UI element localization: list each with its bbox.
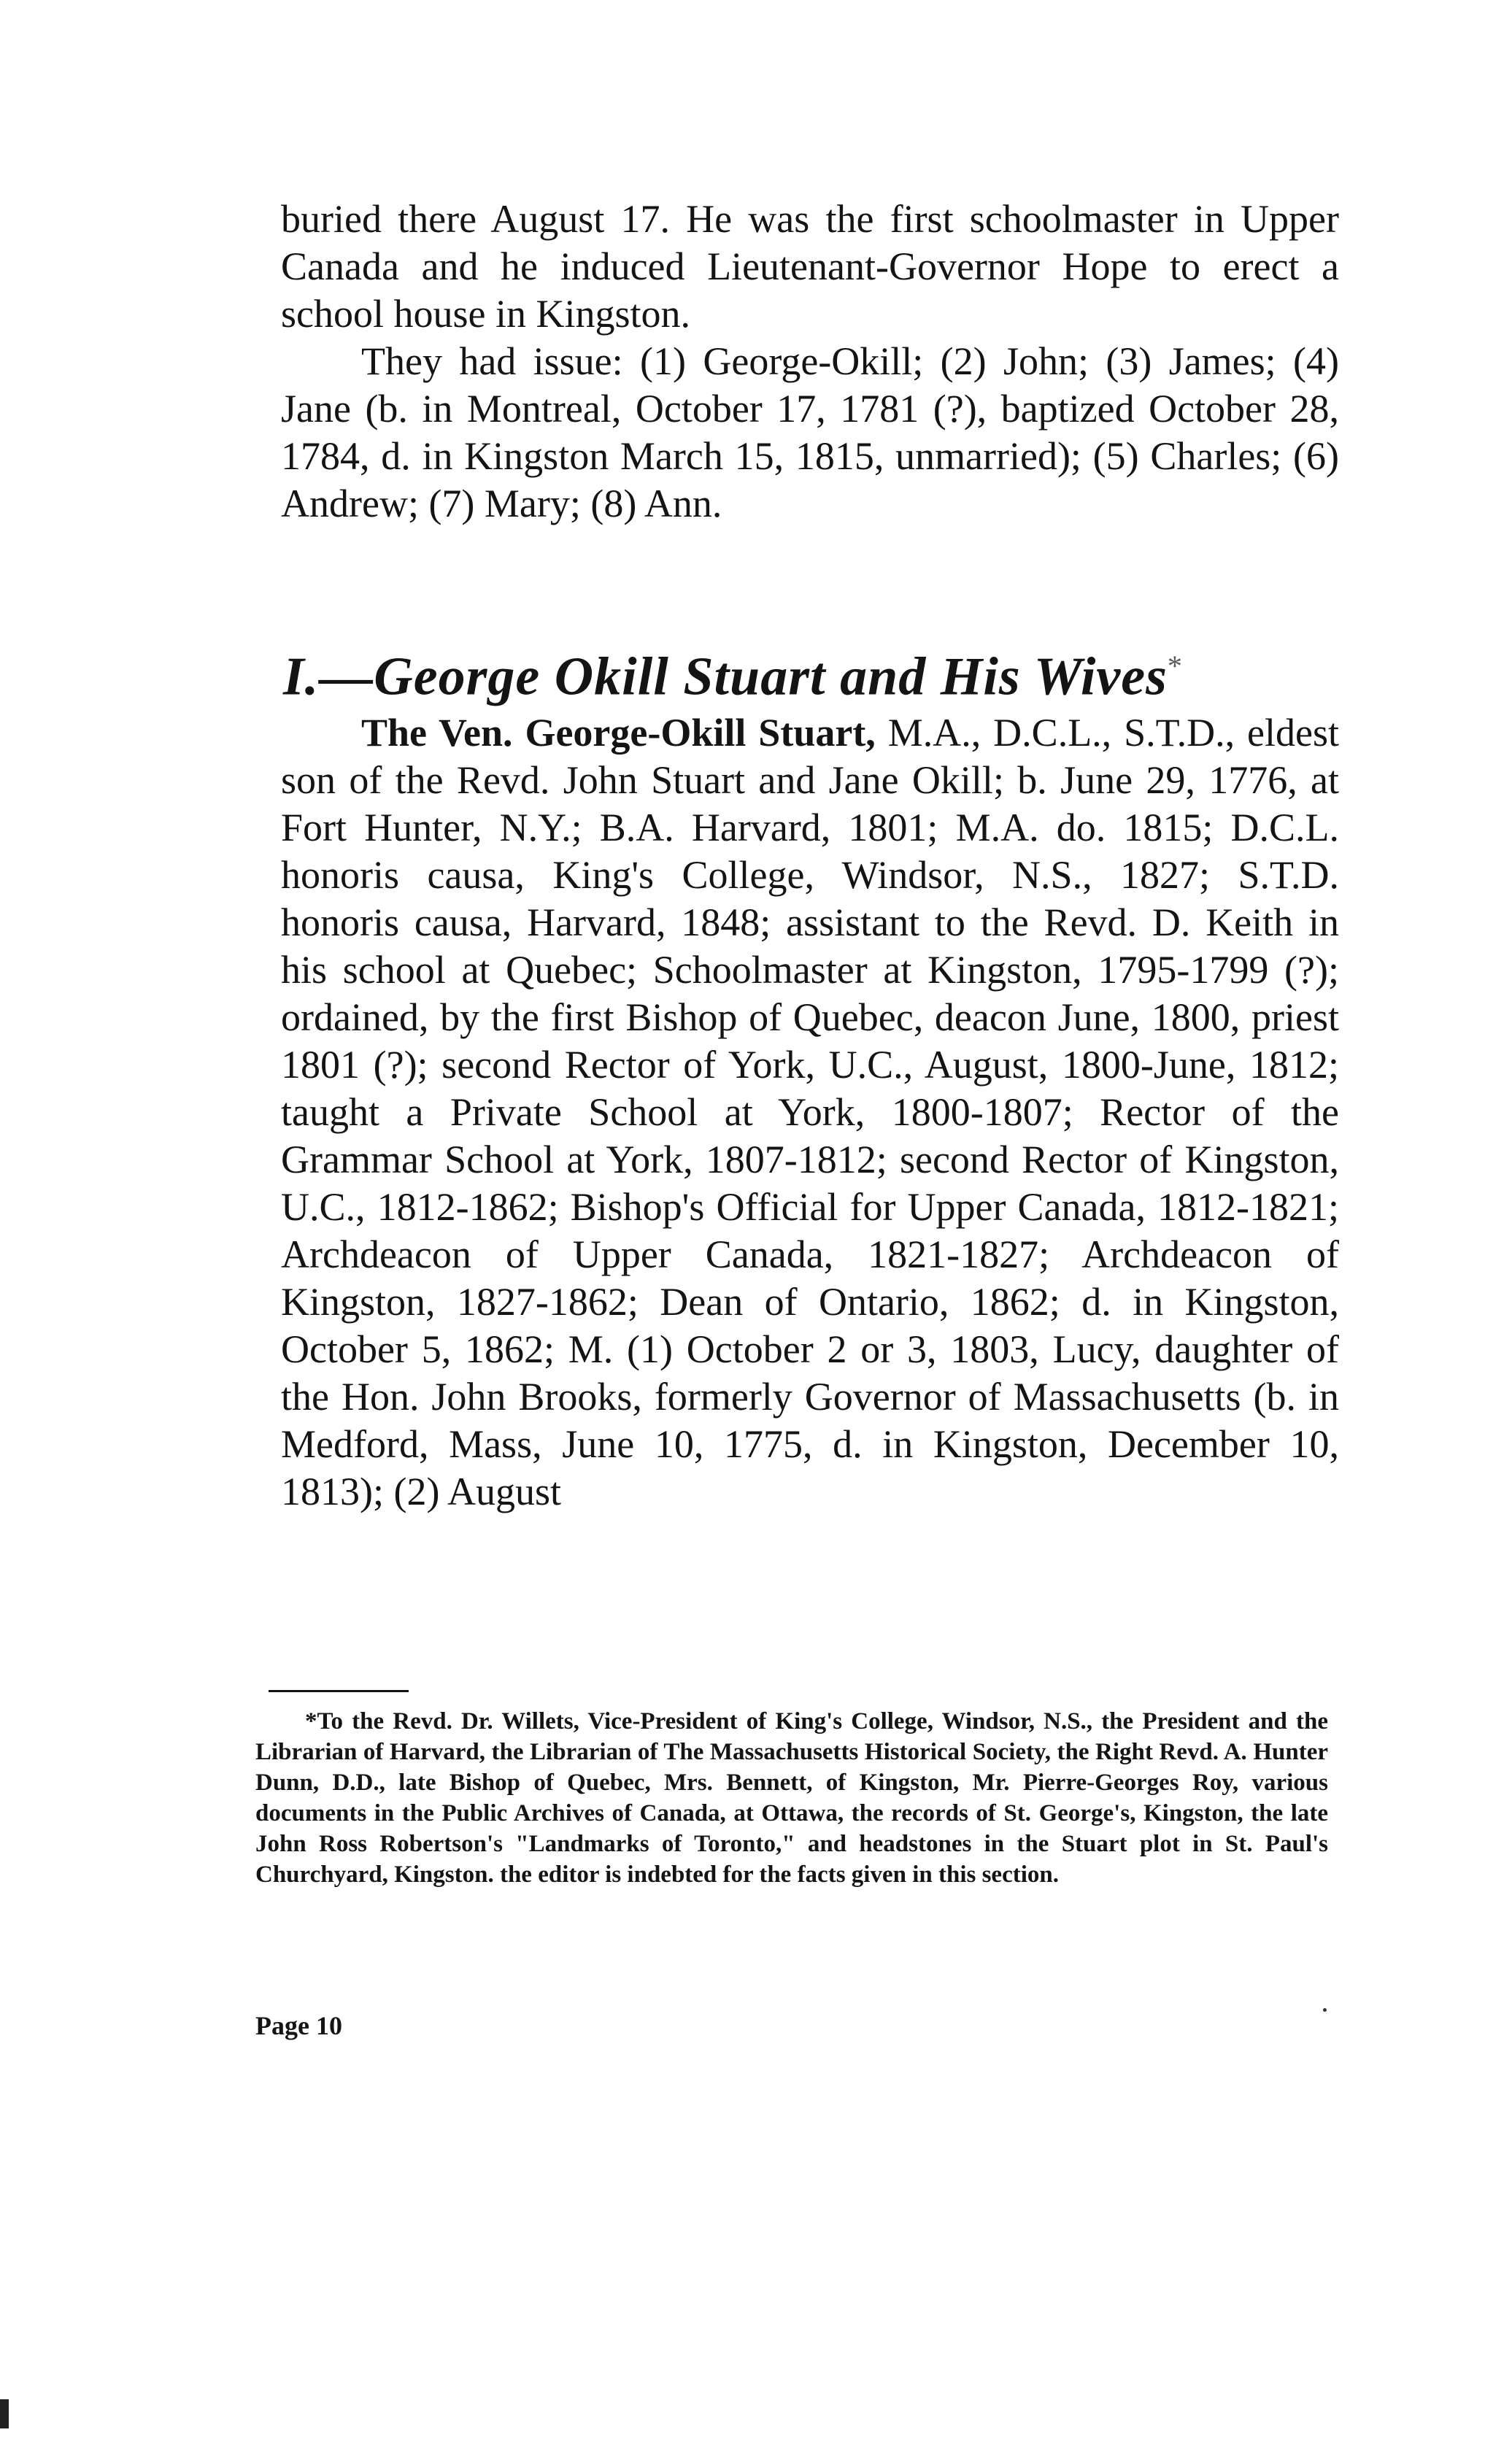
intro-section bbox=[281, 196, 1339, 528]
scan-speck bbox=[1323, 2008, 1327, 2012]
footnote-text: *To the Revd. Dr. Willets, Vice-President of King's College, Windsor, N.S., the President and the Librarian of Harvard, the Librarian of The Massachusetts Historical Society, the Right Revd. A. Hunter Dunn, D.D., late Bishop of Quebec, Mrs. Bennett, of Kingston, Mr. Pierre-Georges Roy, various documents in the Public Archives of Canada, at Ottawa, the records of St. George's, Kingston, the late John Ross Robertson's "Landmarks of Toronto," and headstones in the Stuart plot in St. Paul's Churchyard, Kingston. the editor is indebted for the facts given in this section. bbox=[255, 1708, 1328, 1888]
intro-paragraph-continued: buried there August 17. He was the first schoolmaster in Upper Canada and he induced Lieutenant-Governor Hope to erect a school house in Kingston. bbox=[281, 197, 1339, 336]
page-number: Page 10 bbox=[255, 2011, 342, 2040]
footnote bbox=[255, 1706, 1328, 1890]
biography-lead-name: The Ven. George-Okill Stuart, bbox=[361, 711, 876, 755]
section-heading-title: I.—George Okill Stuart and His Wives bbox=[283, 647, 1168, 707]
section-heading bbox=[283, 633, 1341, 710]
footnote-marker: * bbox=[1167, 649, 1183, 682]
scan-edge-mark bbox=[0, 2399, 9, 2428]
footnote-divider bbox=[269, 1690, 409, 1692]
biography-paragraph bbox=[281, 709, 1339, 1516]
biography-section bbox=[281, 709, 1339, 1516]
intro-paragraph-issue: They had issue: (1) George-Okill; (2) John; (3) James; (4) Jane (b. in Montreal, October 17, 1781 (?), baptized October 28, 1784, d. in Kingston March 15, 1815, unmarried); (5) Charles; (6) Andrew; (7) Mary; (8) Ann. bbox=[281, 339, 1339, 525]
biography-text: M.A., D.C.L., S.T.D., eldest son of the Revd. John Stuart and Jane Okill; b. June 29, 1776, at Fort Hunter, N.Y.; B.A. Harvard, 1801; M.A. do. 1815; D.C.L. honoris causa, King's College, Windsor, N.S., 1827; S.T.D. honoris causa, Harvard, 1848; assistant to the Revd. D. Keith in his school at Quebec; Schoolmaster at Kingston, 1795-1799 (?); ordained, by the first Bishop of Quebec, deacon June, 1800, priest 1801 (?); second Rector of York, U.C., August, 1800-June, 1812; taught a Private School at York, 1800-1807; Rector of the Grammar School at York, 1807-1812; second Rector of Kingston, U.C., 1812-1862; Bishop's Official for Upper Canada, 1812-1821; Archdeacon of Upper Canada, 1821-1827; Archdeacon of Kingston, 1827-1862; Dean of Ontario, 1862; d. in Kingston, October 5, 1862; M. (1) October 2 or 3, 1803, Lucy, daughter of the Hon. John Brooks, formerly Governor of Massachusetts (b. in Medford, Mass, June 10, 1775, d. in Kingston, December 10, 1813); (2) August bbox=[281, 711, 1340, 1513]
